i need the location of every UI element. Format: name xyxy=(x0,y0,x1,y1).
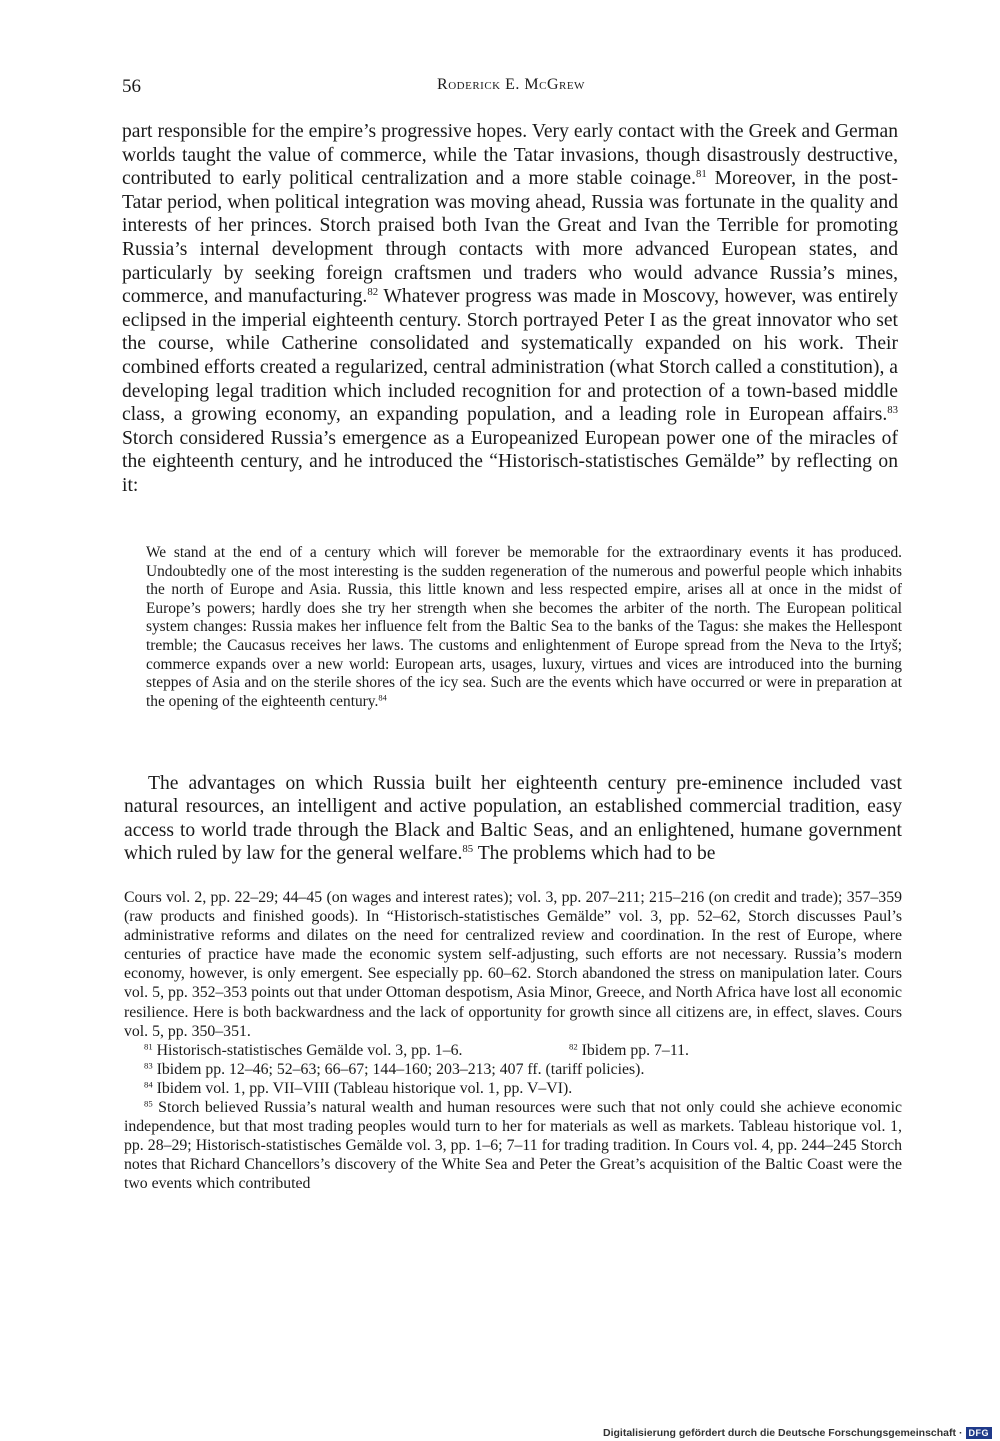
footnote-81: $^{81}$ Historisch-statistisches Gemälde vol. 3, pp. 1–6. xyxy=(144,1041,463,1059)
main-paragraph xyxy=(122,120,898,498)
paragraph-text: part responsible for the empire’s progressive hopes. Very early contact with the Greek and German worlds taught the value of commerce, while the Tatar invasions, though disastrously destructive, contributed to early political centralization and a more stable coinage. xyxy=(122,121,898,190)
block-quote xyxy=(146,544,902,711)
footnote-ref: 85 xyxy=(462,843,474,856)
footnote-83: $^{83}$ Ibidem pp. 12–46; 52–63; 66–67; 144–160; 203–213; 407 ff. (tariff policies). xyxy=(144,1060,645,1078)
paragraph-text: The problems which had to be xyxy=(473,843,716,865)
page-number: 56 xyxy=(122,76,141,97)
credit-text: Digitalisierung gefördert durch die Deutsche Forschungsgemeinschaft xyxy=(603,1427,956,1439)
footnote-continued: Cours vol. 2, pp. 22–29; 44–45 (on wages and interest rates); vol. 3, pp. 207–211; 215–216 (on credit and trade); 357–359 (raw products and finished goods). In “Historisch-statistisches Gemälde” vol. 3, pp. 52–62, Storch discusses Paul’s administrative reforms and dilates on the need for centralized review and coordination. In the rest of Europe, where centuries of practice have made the economic system self-adjusting, such efforts are not necessary. Russia’s modern economy, however, is only emergent. See especially pp. 60–62. Storch abandoned the stress on manipulation later. Cours vol. 5, pp. 352–353 points out that under Ottoman despotism, Asia Minor, Greece, and North Africa have lost all economic resilience. Here is both backwardness and the lack of opportunity for growth since all citizens are, in effect, slaves. Cours vol. 5, pp. 350–351. xyxy=(124,889,902,1040)
paragraph-text: Whatever progress was made in Moscovy, however, was entirely eclipsed in the imperial eighteenth century. Storch portrayed Peter I as the great innovator who set the course, while Catherine consolidated and systematically expanded on his work. Their combined efforts created a regularized, central administration (what Storch called a constitution), a developing legal tradition which included recognition for and protection of a town-based middle class, a growing economy, an expanding population, and a leading role in European affairs. xyxy=(122,286,898,426)
running-head: Roderick E. McGrew xyxy=(437,76,585,93)
footnote-ref: 82 xyxy=(367,286,379,299)
footnote-85: $^{85}$ Storch believed Russia’s natural wealth and human resources were such that not only could she achieve economic independence, but that most trading peoples would turn to her for materials as well as markets. Tableau historique vol. 1, pp. 28–29; Historisch-statistisches Gemälde vol. 3, pp. 1–6; 7–11 for trading tradition. In Cours vol. 4, pp. 244–245 Storch notes that Richard Chancellors’s discovery of the White Sea and Peter the Great’s acquisition of the Baltic Coast were the two events which contributed xyxy=(124,1098,902,1193)
second-paragraph xyxy=(124,752,902,886)
page-header xyxy=(122,76,900,100)
dfg-logo-icon: DFG xyxy=(966,1427,993,1439)
footnotes xyxy=(124,888,902,1194)
paragraph-text: Moreover, in the post-Tatar period, when political integration was moving ahead, Russia was fortunate in the quality and interests of her princes. Storch praised both Ivan the Great and Ivan the Terrible for promoting Russia’s internal development through contacts with more advanced European states, and particularly by seeking foreign craftsmen und traders who would advance Russia’s mines, commerce, and manufacturing. xyxy=(122,168,898,308)
footnote-ref: 83 xyxy=(887,404,898,417)
quote-text: We stand at the end of a century which will forever be memorable for the extraordinary events it has produced. Undoubtedly one of the most interesting is the sudden regeneration of the numerous and powerful people which inhabits the north of Europe and Asia. Russia, this little known and less respected empire, arises all at once in the midst of Europe’s powers; hardly does she try her strength when she becomes the arbiter of the north. The European political system changes: Russia makes her influence felt from the Baltic Sea to the banks of the Tagus: she makes the Hellespont tremble; the Caucasus receives her laws. The customs and enlightenment of Europe spread from the Neva to the Irtyš; commerce expands over a new world: European arts, usages, luxury, virtues and vices are introduced into the burning steppes of Asia and on the sterile shores of the icy sea. Such are the events which have occurred or were in preparation at the opening of the eighteenth century. xyxy=(146,544,902,710)
footnote-ref: 81 xyxy=(696,168,707,181)
footnote-ref: 84 xyxy=(378,692,387,703)
footnote-82: $^{82}$ Ibidem pp. 7–11. xyxy=(569,1041,689,1059)
paragraph-text: Storch considered Russia’s emergence as a Europeanized European power one of the miracles of the eighteenth century, and he introduced the “Historisch-statistisches Gemälde” by reflecting on it: xyxy=(122,427,898,496)
footnote-row xyxy=(124,1041,902,1060)
paragraph-text: The advantages on which Russia built her eighteenth century pre-eminence included vast natural resources, an intelligent and active population, an established commercial tradition, easy access to world trade through the Black and Baltic Seas, and an enlightened, humane government which ruled by law for the general welfare. xyxy=(124,772,902,865)
footnote-84: $^{84}$ Ibidem vol. 1, pp. VII–VIII (Tableau historique vol. 1, pp. V–VI). xyxy=(144,1079,573,1097)
digitization-credit: Digitalisierung gefördert durch die Deutsche Forschungsgemeinschaft · DFG xyxy=(603,1427,992,1439)
